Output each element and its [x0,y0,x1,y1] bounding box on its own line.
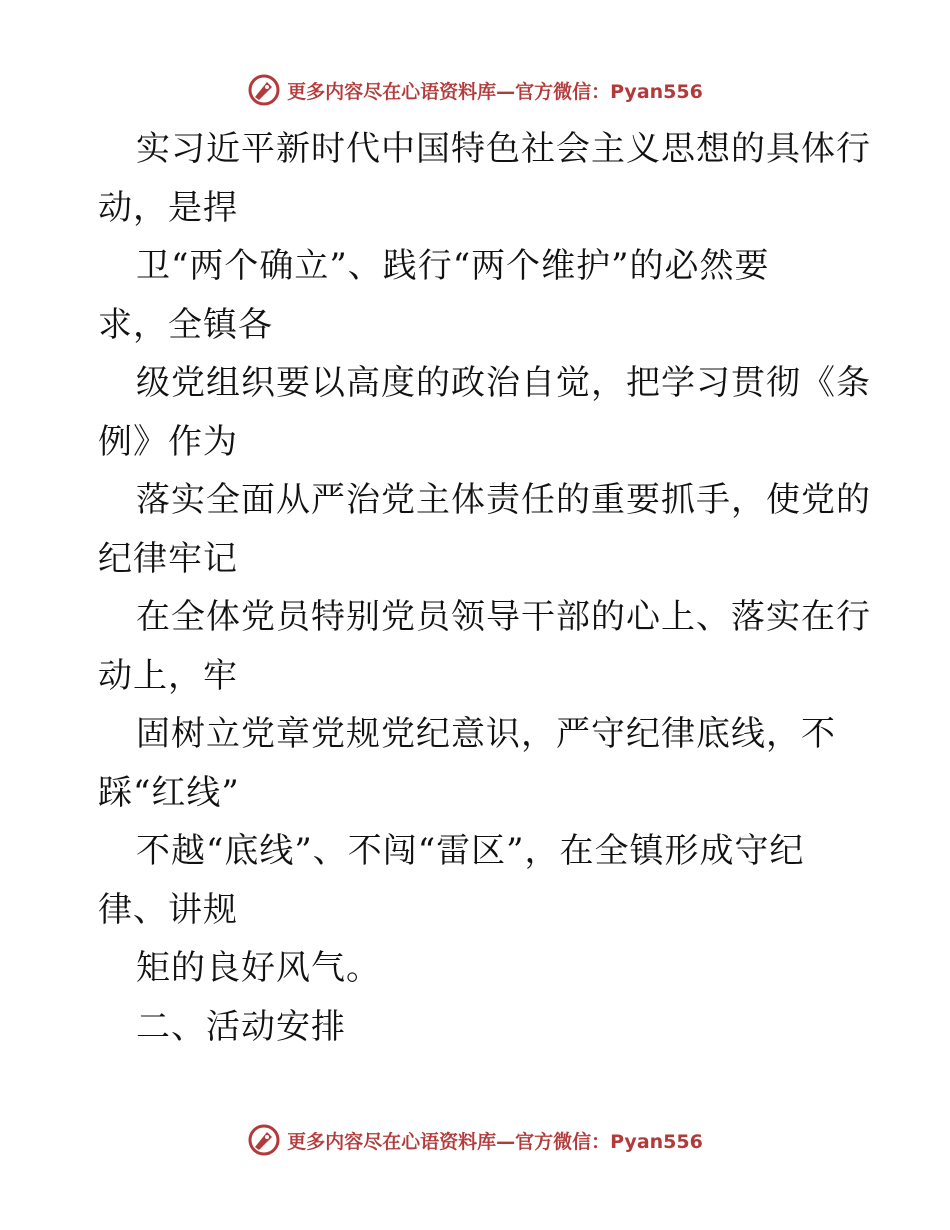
footer-watermark [0,1120,950,1160]
text-line: 矩的良好风气。 [136,948,381,988]
text-line: 级党组织要以高度的政治自觉，把学习贯彻《条 [136,363,871,403]
text-line: 动上，牢 [98,655,238,696]
text-line: 固树立党章党规党纪意识，严守纪律底线，不 [136,714,836,754]
watermark-text: 更多内容尽在心语资料库—官方微信：Pyan556 [287,80,703,103]
pen-nib-logo-icon [247,1123,281,1157]
text-line: 踩“红线” [98,772,240,813]
text-line: 纪律牢记 [98,538,238,579]
text-line: 落实全面从严治党主体责任的重要抓手，使党的 [136,480,871,520]
text-line: 求，全镇各 [98,304,273,345]
text-line: 卫“两个确立”、践行“两个维护”的必然要 [136,246,770,286]
text-line: 实习近平新时代中国特色社会主义思想的具体行 [136,129,871,169]
pen-nib-logo-icon [247,73,281,107]
watermark-text: 更多内容尽在心语资料库—官方微信：Pyan556 [287,1130,703,1153]
text-line: 动，是捍 [98,187,238,228]
document-body [98,120,871,1056]
text-line: 不越“底线”、不闯“雷区”，在全镇形成守纪 [136,831,805,871]
text-line: 例》作为 [98,421,238,462]
text-line: 律、讲规 [98,889,238,930]
text-line: 二、活动安排 [136,1006,346,1047]
text-line: 在全体党员特别党员领导干部的心上、落实在行 [136,597,871,637]
header-watermark [0,70,950,110]
